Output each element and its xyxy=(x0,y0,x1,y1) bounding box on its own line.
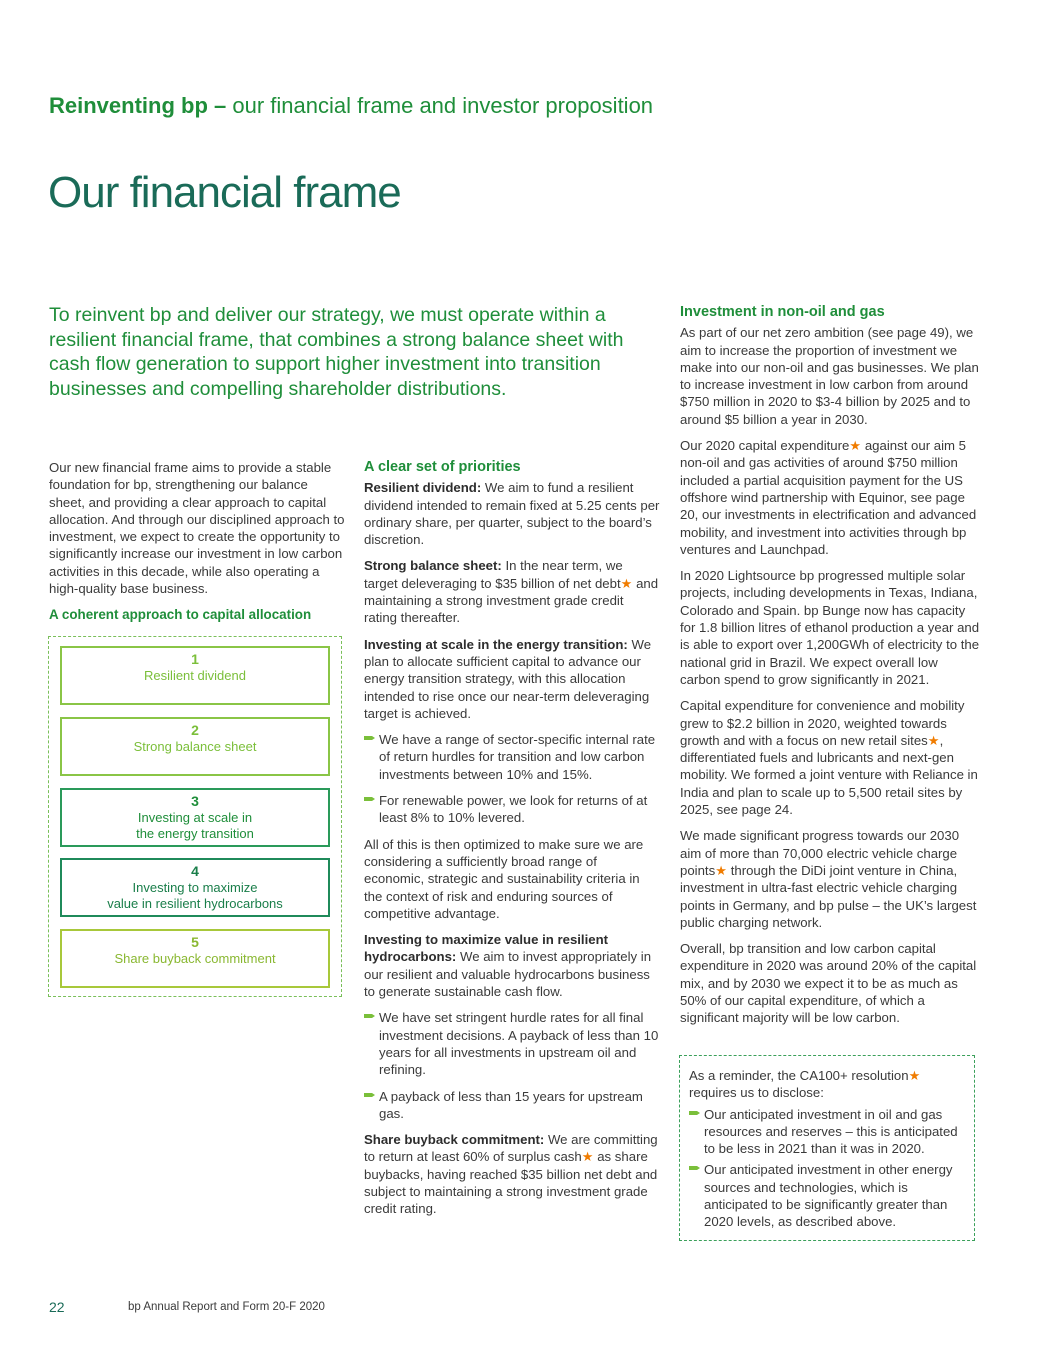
column-3 xyxy=(680,304,980,1036)
priority-number: 4 xyxy=(191,863,199,879)
hydro-text: We aim to invest appropriately in our resilient and valuable hydrocarbons business to generate sustainable cash flow. xyxy=(364,949,652,1000)
reminder-intro xyxy=(689,1067,964,1102)
hydro-label: Investing to maximize value in resilient hydrocarbons: xyxy=(364,932,609,965)
reminder-box xyxy=(679,1055,975,1241)
scale-bullets xyxy=(364,731,660,826)
buyback-paragraph xyxy=(364,1131,660,1217)
priority-label-line-1: Investing to maximize xyxy=(132,880,258,895)
reminder-intro-b: requires us to disclose: xyxy=(689,1085,824,1101)
col3-paragraph-6: Overall, bp transition and low carbon capital expenditure in 2020 was around 20% of the capital mix, and by 2030 we expect it to be as much as 50% of our capital expenditure, of which a significant majority will be low carbon. xyxy=(680,941,977,1026)
priority-label: Resilient dividend xyxy=(144,668,246,683)
reminder-bullets xyxy=(689,1106,964,1231)
p5-text-b: through the DiDi joint venture in China, investment in ultra-fast electric vehicle charging points in Germany, and bp pulse – the UK’s largest public charging network. xyxy=(680,862,977,930)
bullet-text: We have a range of sector-specific internal rate of return hurdles for transition and low carbon investments between 10% and 15%. xyxy=(379,732,656,782)
column-1 xyxy=(49,459,347,624)
bullet-text: A payback of less than 15 years for upstream gas. xyxy=(379,1088,643,1121)
list-item xyxy=(689,1161,964,1230)
intro-paragraph: To reinvent bp and deliver our strategy, we must operate within a resilient financial frame, that combines a strong balance sheet with cash flow generation to support higher investment into transition businesses and compelling shareholder distributions. xyxy=(49,304,624,400)
dividend-text: We aim to fund a resilient dividend intended to remain fixed at 5.25 cents per ordinary share, per quarter, subject to the board’s discretion. xyxy=(364,480,660,548)
list-item xyxy=(364,731,660,783)
p4-text-b: , differentiated fuels and lubricants and next-gen mobility. We formed a joint venture with Reliance in India and plan to scale up to 5,500 retail sites by 2025, see page 24. xyxy=(680,732,978,818)
priority-box-1 xyxy=(60,646,330,705)
section-header xyxy=(49,93,653,119)
pen-bullet-icon xyxy=(689,1165,700,1171)
scale-label: Investing at scale in the energy transition: xyxy=(364,636,628,652)
reminder-intro-a: As a reminder, the CA100+ resolution xyxy=(689,1068,909,1083)
scale-text: We plan to allocate sufficient capital to advance our energy transition strategy, with this allocation intended to rise once our near-term deleveraging target is achieved. xyxy=(364,636,652,721)
star-icon: ★ xyxy=(620,575,633,591)
buyback-text-a: We are committing to return at least 60% of surplus cash xyxy=(364,1132,658,1165)
pen-bullet-icon xyxy=(364,1013,375,1019)
col3-paragraph-3: In 2020 Lightsource bp progressed multiple solar projects, including developments in Texas, Indiana, Colorado and Spain. bp Bunge now has capacity for 1.8 billion litres of ethanol production a year and is able to export over 1,200GWh of electricity to the national grid in Brazil. We expect overall low carbon spend to grow significantly in 2021. xyxy=(680,568,980,687)
dividend-paragraph xyxy=(364,479,660,548)
pen-bullet-icon xyxy=(364,796,375,802)
priority-number: 2 xyxy=(191,722,199,738)
optimized-paragraph: All of this is then optimized to make sure we are considering a sufficiently broad range of economic, strategic and sustainability criteria in the context of risk and enduring sources of competitive advantage. xyxy=(364,836,644,921)
header-rest: our financial frame and investor proposition xyxy=(226,93,654,118)
priority-box-5 xyxy=(60,929,330,988)
priority-box-4 xyxy=(60,858,330,917)
priority-label-line-2: value in resilient hydrocarbons xyxy=(107,895,283,911)
bullet-text: For renewable power, we look for returns of at least 8% to 10% levered. xyxy=(379,793,648,826)
buyback-text-b: as share buybacks, having reached $35 billion net debt and subject to maintaining a strong investment grade credit rating. xyxy=(364,1149,658,1217)
list-item xyxy=(364,792,660,827)
priorities-frame xyxy=(48,636,342,997)
star-icon: ★ xyxy=(908,1068,921,1083)
balance-label: Strong balance sheet: xyxy=(364,558,502,574)
hydro-bullets xyxy=(364,1009,660,1122)
priority-number: 3 xyxy=(191,793,199,809)
star-icon: ★ xyxy=(849,438,862,454)
p2-text-a: Our 2020 capital expenditure xyxy=(680,438,850,454)
priority-label-line-2: the energy transition xyxy=(136,825,254,841)
list-item xyxy=(364,1009,660,1078)
star-icon: ★ xyxy=(581,1149,594,1165)
footer-text: bp Annual Report and Form 20-F 2020 xyxy=(128,1301,325,1313)
col3-paragraph-2 xyxy=(680,437,980,558)
priority-box-3 xyxy=(60,788,330,847)
star-icon: ★ xyxy=(715,862,728,878)
star-icon: ★ xyxy=(927,732,940,748)
dividend-label: Resilient dividend: xyxy=(364,480,482,496)
balance-text-a: In the near term, we target deleveraging to $35 billion of net debt xyxy=(364,558,623,591)
col3-paragraph-1: As part of our net zero ambition (see page 49), we aim to increase the proportion of investment we make into our non-oil and gas businesses. We plan to increase investment in low carbon from around $750 million in 2020 to $3-4 billion by 2025 and to around $5 billion a year in 2030. xyxy=(680,325,979,427)
bullet-text: Our anticipated investment in oil and gas resources and reserves – this is anticipated to be less in 2021 than it was in 2020. xyxy=(704,1106,958,1157)
priority-label-line-1: Investing at scale in xyxy=(137,810,253,825)
page-title: Our financial frame xyxy=(48,168,401,217)
priority-box-2 xyxy=(60,717,330,776)
priority-label: Share buyback commitment xyxy=(114,951,276,966)
priority-number: 1 xyxy=(191,651,199,667)
buyback-label: Share buyback commitment: xyxy=(364,1132,545,1148)
priority-number: 5 xyxy=(191,934,199,950)
pen-bullet-icon xyxy=(364,735,375,741)
priorities-subhead: A clear set of priorities xyxy=(364,459,521,475)
bullet-text: We have set stringent hurdle rates for all final investment decisions. A payback of less than 10 years for all investments in upstream oil and refining. xyxy=(379,1010,659,1078)
page-number: 22 xyxy=(49,1299,65,1315)
capital-allocation-subhead: A coherent approach to capital allocation xyxy=(49,607,312,623)
non-oil-subhead: Investment in non-oil and gas xyxy=(680,304,885,320)
balance-paragraph xyxy=(364,557,660,626)
header-bold: Reinventing bp – xyxy=(49,93,227,118)
col1-paragraph: Our new financial frame aims to provide a stable foundation for bp, strengthening our balance sheet, and providing a clear approach to capital allocation. And through our disciplined approach to investment, we expect to create the opportunity to significantly increase our investment in low carbon activities in this decade, while also operating a high-quality base business. xyxy=(49,460,345,597)
balance-text-b: and maintaining a strong investment grade credit rating thereafter. xyxy=(364,575,659,626)
col3-paragraph-5 xyxy=(680,827,980,931)
hydro-paragraph xyxy=(364,931,660,1000)
list-item xyxy=(364,1088,660,1123)
scale-paragraph xyxy=(364,636,660,722)
pen-bullet-icon xyxy=(689,1110,700,1116)
pen-bullet-icon xyxy=(364,1092,375,1098)
priority-label: Strong balance sheet xyxy=(133,739,257,754)
p2-text-b: against our aim 5 non-oil and gas activities of around $750 million included a partial acquisition payment for the US offshore wind partnership with Equinor, see page 20, our investments in electrification and advanced mobility, and investment into activities through bp ventures and Launchpad. xyxy=(680,438,977,557)
bullet-text: Our anticipated investment in other energy sources and technologies, which is anticipated to be significantly greater than 2020 levels, as described above. xyxy=(704,1162,953,1230)
col3-paragraph-4 xyxy=(680,697,980,818)
list-item xyxy=(689,1106,964,1158)
column-2 xyxy=(364,459,660,1227)
p5-text-a: We made significant progress towards our 2030 aim of more than 70,000 electric vehicle charge points xyxy=(680,828,960,878)
p4-text-a: Capital expenditure for convenience and mobility grew to $2.2 billion in 2020, weighted towards growth and with a focus on new retail sites xyxy=(680,698,965,748)
